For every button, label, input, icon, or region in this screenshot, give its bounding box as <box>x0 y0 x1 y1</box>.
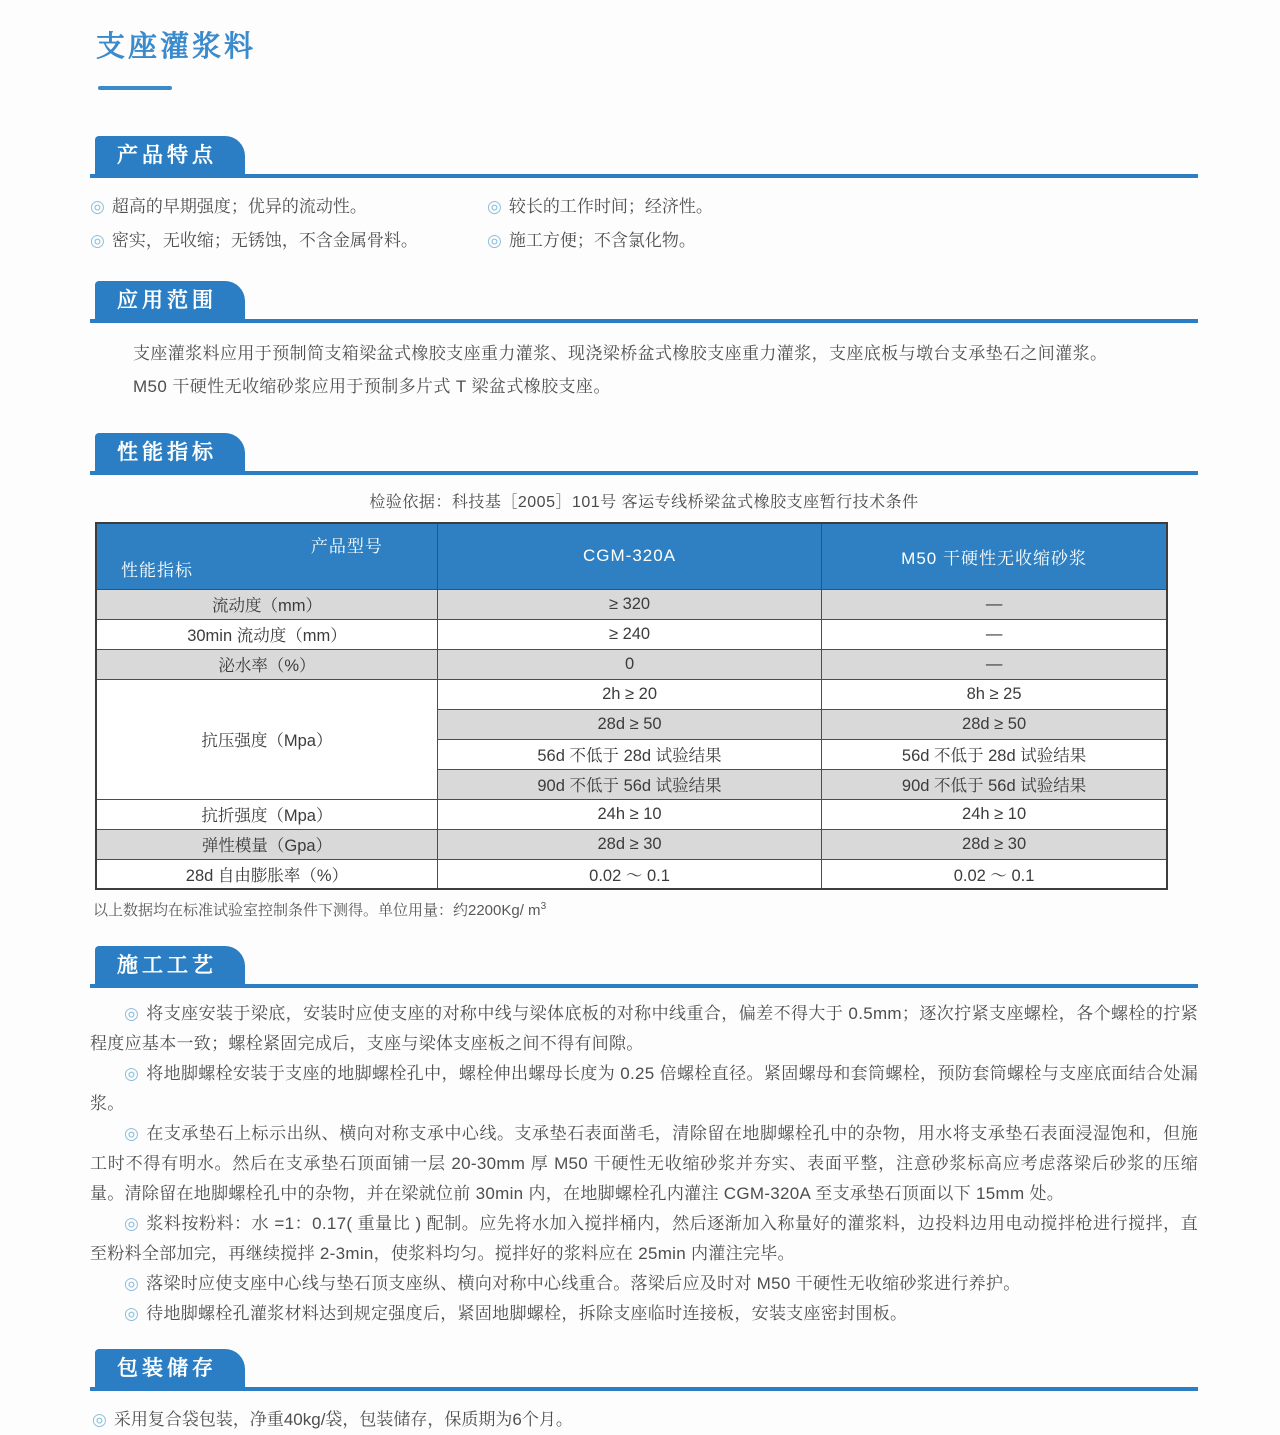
process-step <box>90 1059 1198 1119</box>
cell-m50: 90d 不低于 56d 试验结果 <box>822 769 1167 799</box>
row-label: 抗折强度（Mpa） <box>96 799 437 829</box>
section-process <box>90 946 1198 1329</box>
bullet-icon: ◎ <box>124 1004 140 1023</box>
section-heading-process: 施工工艺 <box>95 946 245 984</box>
cell-cgm320a: 90d 不低于 56d 试验结果 <box>437 769 821 799</box>
process-step-text: 在支承垫石上标示出纵、横向对称支承中心线。支承垫石表面凿毛，清除留在地脚螺栓孔中的杂物，用水将支承垫石表面浸湿饱和，但施工时不得有明水。然后在支承垫石顶面铺一层 20-30mm 厚 M50 干硬性无收缩砂浆并夯实、表面平整，注意砂浆标高应考虑落梁后砂浆的压缩量。清除留在地脚螺栓孔中的杂物，并在梁就位前 30min 内，在地脚螺栓孔内灌注 CGM-320A 至支承垫石顶面以下 15mm 处。 <box>90 1124 1198 1203</box>
list-item <box>90 225 487 257</box>
bullet-icon: ◎ <box>92 1410 107 1429</box>
list-item <box>487 191 1198 223</box>
test-basis-note: 检验依据：科技基［2005］101号 客运专线桥梁盆式橡胶支座暂行技术条件 <box>369 494 919 511</box>
table-header-row <box>96 523 1167 589</box>
table-row <box>96 799 1167 829</box>
process-step <box>90 1119 1198 1209</box>
performance-table <box>95 522 1168 890</box>
bullet-icon: ◎ <box>124 1124 140 1143</box>
application-body <box>90 337 1198 403</box>
cell-m50: 56d 不低于 28d 试验结果 <box>822 739 1167 769</box>
row-label: 28d 自由膨胀率（%） <box>96 859 437 889</box>
section-heading-rule <box>90 281 1198 323</box>
bullet-icon: ◎ <box>124 1304 140 1323</box>
cell-cgm320a: 0.02 ～ 0.1 <box>437 859 821 889</box>
corner-label-performance-index: 性能指标 <box>121 560 193 580</box>
cell-m50: 24h ≥ 10 <box>822 799 1167 829</box>
cell-m50: — <box>822 589 1167 619</box>
table-footnote <box>93 899 1198 920</box>
feature-text: 较长的工作时间；经济性。 <box>508 197 713 216</box>
feature-list <box>90 191 1198 257</box>
row-label-compressive-strength: 抗压强度（Mpa） <box>96 679 437 799</box>
cell-cgm320a: 28d ≥ 30 <box>437 829 821 859</box>
cell-cgm320a: ≥ 320 <box>437 589 821 619</box>
table-row <box>96 589 1167 619</box>
process-step <box>90 1299 1198 1329</box>
bullet-icon: ◎ <box>90 231 105 250</box>
bullet-icon: ◎ <box>124 1064 140 1083</box>
corner-label-product-model: 产品型号 <box>310 537 383 556</box>
column-header-m50: M50 干硬性无收缩砂浆 <box>822 523 1167 589</box>
section-performance <box>90 433 1198 920</box>
application-paragraph: M50 干硬性无收缩砂浆应用于预制多片式 T 梁盆式橡胶支座。 <box>133 377 611 396</box>
feature-text: 超高的早期强度；优异的流动性。 <box>111 197 367 216</box>
cell-cgm320a: ≥ 240 <box>437 619 821 649</box>
cell-m50: 28d ≥ 30 <box>822 829 1167 859</box>
section-packaging <box>90 1349 1198 1435</box>
section-heading-performance: 性能指标 <box>95 433 245 471</box>
footnote-superscript: 3 <box>540 901 547 912</box>
process-step-text: 待地脚螺栓孔灌浆材料达到规定强度后，紧固地脚螺栓，拆除支座临时连接板，安装支座密封围板。 <box>146 1304 908 1323</box>
section-application <box>90 281 1198 403</box>
column-header-cgm320a: CGM-320A <box>437 523 821 589</box>
bullet-icon: ◎ <box>487 197 502 216</box>
table-row <box>96 619 1167 649</box>
bullet-icon: ◎ <box>90 197 105 216</box>
packaging-item <box>92 1405 1198 1435</box>
cell-cgm320a: 56d 不低于 28d 试验结果 <box>437 739 821 769</box>
table-row <box>96 829 1167 859</box>
process-step-text: 将地脚螺栓安装于支座的地脚螺栓孔中，螺栓伸出螺母长度为 0.25 倍螺栓直径。紧固螺母和套筒螺栓，预防套筒螺栓与支座底面结合处漏浆。 <box>90 1064 1198 1113</box>
cell-m50: — <box>822 649 1167 679</box>
process-step <box>90 999 1198 1059</box>
feature-text: 密实，无收缩；无锈蚀，不含金属骨料。 <box>111 231 418 250</box>
footnote-text: 以上数据均在标准试验室控制条件下测得。单位用量：约2200Kg/ m <box>93 902 541 919</box>
cell-m50: 8h ≥ 25 <box>822 679 1167 709</box>
row-label: 泌水率（%） <box>96 649 437 679</box>
process-step <box>90 1269 1198 1299</box>
row-label: 30min 流动度（mm） <box>96 619 437 649</box>
table-row <box>96 649 1167 679</box>
cell-cgm320a: 2h ≥ 20 <box>437 679 821 709</box>
bullet-icon: ◎ <box>124 1274 140 1293</box>
section-heading-features: 产品特点 <box>95 136 245 174</box>
process-step-text: 浆料按粉料：水 =1：0.17( 重量比 ) 配制。应先将水加入搅拌桶内，然后逐渐加入称量好的灌浆料，边投料边用电动搅拌枪进行搅拌，直至粉料全部加完，再继续搅拌 2-3min，使浆料均匀。搅拌好的浆料应在 25min 内灌注完毕。 <box>90 1214 1198 1263</box>
section-heading-rule <box>90 1349 1198 1391</box>
cell-m50: — <box>822 619 1167 649</box>
section-heading-packaging: 包装储存 <box>95 1349 245 1387</box>
cell-cgm320a: 28d ≥ 50 <box>437 709 821 739</box>
cell-cgm320a: 0 <box>437 649 821 679</box>
application-paragraph: 支座灌浆料应用于预制简支箱梁盆式橡胶支座重力灌浆、现浇梁桥盆式橡胶支座重力灌浆，支座底板与墩台支承垫石之间灌浆。 <box>133 344 1108 363</box>
packaging-body <box>92 1405 1198 1435</box>
section-heading-rule <box>90 136 1198 178</box>
cell-m50: 0.02 ～ 0.1 <box>822 859 1167 889</box>
list-item <box>90 191 487 223</box>
table-row <box>96 679 1167 709</box>
bullet-icon: ◎ <box>124 1214 140 1233</box>
list-item <box>487 225 1198 257</box>
title-underline <box>98 86 172 90</box>
table-row <box>96 859 1167 889</box>
row-label: 弹性模量（Gpa） <box>96 829 437 859</box>
section-heading-rule <box>90 946 1198 988</box>
packaging-text: 采用复合袋包装，净重40kg/袋，包装储存，保质期为6个月。 <box>113 1410 573 1429</box>
table-corner-cell <box>96 523 437 589</box>
page-title: 支座灌浆料 <box>96 31 257 63</box>
bullet-icon: ◎ <box>487 231 502 250</box>
row-label: 流动度（mm） <box>96 589 437 619</box>
process-step-text: 落梁时应使支座中心线与垫石顶支座纵、横向对称中心线重合。落梁后应及时对 M50 干硬性无收缩砂浆进行养护。 <box>146 1274 1021 1293</box>
section-features <box>90 136 1198 257</box>
section-heading-application: 应用范围 <box>95 281 245 319</box>
cell-cgm320a: 24h ≥ 10 <box>437 799 821 829</box>
cell-m50: 28d ≥ 50 <box>822 709 1167 739</box>
process-step <box>90 1209 1198 1269</box>
feature-text: 施工方便；不含氯化物。 <box>508 231 696 250</box>
process-body <box>90 999 1198 1329</box>
section-heading-rule <box>90 433 1198 475</box>
process-step-text: 将支座安装于梁底，安装时应使支座的对称中线与梁体底板的对称中线重合，偏差不得大于 0.5mm；逐次拧紧支座螺栓，各个螺栓的拧紧程度应基本一致；螺栓紧固完成后，支座与梁体支座板之间不得有间隙。 <box>90 1004 1198 1053</box>
